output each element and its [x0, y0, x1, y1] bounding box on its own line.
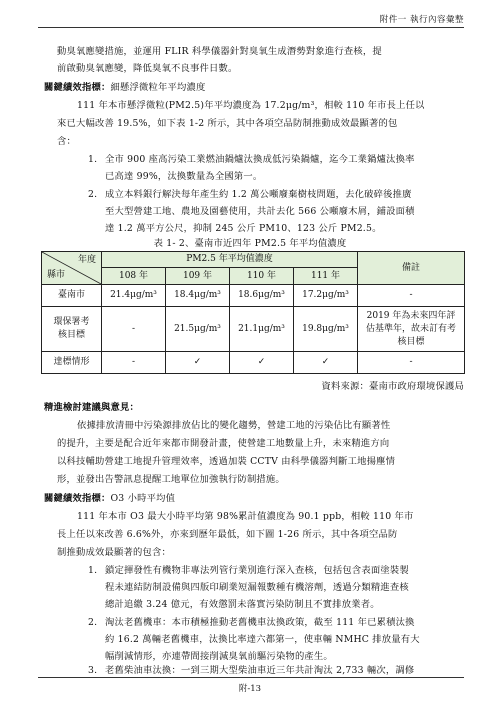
remark-line: 估基準年，故未訂有考: [366, 323, 457, 334]
table-caption: 表 1- 2、臺南市近四年 PM2.5 年平均值濃度: [153, 238, 347, 249]
row-label-line: 核目標: [57, 330, 85, 340]
kpi2-paragraph-1: 111 年本市 O3 最大小時平均第 98%累計值濃度為 90.1 ppb，相較 110 年市: [77, 511, 414, 522]
kpi2-title: O3 小時平均值: [110, 493, 176, 504]
row-label: 臺南市: [42, 285, 102, 307]
kpi1-item-line: 成立本料銀行解決每年產生約 1.2 萬公噸廢棄樹枝問題，去化破碎後推廣: [105, 189, 412, 200]
kpi2-label: 關鍵績效指標：: [44, 493, 111, 504]
kpi2-item-line: 總計追繳 3.24 億元，有效懲罰未落實污染防制且不實排放業者。: [105, 599, 380, 610]
kpi1-paragraph-1: 111 年本市懸浮微粒(PM2.5)年平均濃度為 17.2μg/m³，相較 110 年市長上任以: [77, 100, 425, 111]
corner-year-label: 年度: [77, 255, 96, 265]
kpi2-item-number: 2.: [88, 617, 98, 628]
kpi2-item-line: 淘汰老舊機車：本市積極推動老舊機車汰換政策，截至 111 年已累積汰換: [105, 617, 415, 628]
remark-header: 備註: [358, 252, 465, 285]
year-header: 111 年: [294, 268, 358, 285]
review-line: 以科技輔助營建工地提升管理效率，透過加裝 CCTV 由科學儀器判斷工地揚塵情: [57, 456, 396, 467]
kpi2-item-line: 鎖定揮發性有機物非專法列管行業別進行深入查核，包括包含表面塗裝製: [105, 565, 409, 576]
kpi2-item-line: 程未連結防制設備與四版印刷業短漏報數種有機溶劑，透過分類精進查核: [105, 582, 409, 593]
check-icon: ✓: [166, 352, 230, 374]
remark-line: 2019 年為未來四年評: [366, 310, 456, 321]
page-number: 附-13: [238, 684, 262, 694]
kpi2-item-line: 老舊柴油車汰換：一到三期大型柴油車近三年共計淘汰 2,733 輛次，調修: [105, 665, 415, 676]
remark-cell: [358, 307, 465, 352]
remark-cell: -: [358, 352, 465, 374]
check-icon: ✓: [230, 352, 294, 374]
kpi2-paragraph-2: 長上任以來改善 6.6%外，亦來到歷年最低，如下圖 1-26 所示，其中各項空品防: [57, 529, 398, 540]
table-source: 資料來源：臺南市政府環境保護局: [321, 381, 464, 392]
kpi1-item-line: 全市 900 座高污染工業燃油鍋爐汰換成低污染鍋爐，迄今工業鍋爐汰換率: [105, 154, 415, 165]
kpi1-title: 細懸浮微粒年平均濃度: [110, 82, 206, 93]
intro-line-1: 動臭氧應變措施，並運用 FLIR 科學儀器針對臭氧生成潛勢對象進行查核，提: [57, 46, 382, 57]
row-label-line: 環保署考: [53, 317, 90, 327]
table-cell: 21.4μg/m³: [102, 285, 166, 307]
check-icon: ✓: [294, 352, 358, 374]
year-header: 109 年: [166, 268, 230, 285]
kpi1-item-line: 達 1.2 萬平方公尺，抑制 245 公斤 PM10、123 公斤 PM2.5。: [105, 223, 382, 234]
intro-line-2: 前啟動臭氧應變，降低臭氧不良事件日數。: [57, 63, 238, 74]
kpi2-item-line: 幅削減情形，亦連帶間接削減臭氧前驅污染物的產生。: [105, 651, 333, 662]
kpi1-heading: [44, 79, 205, 96]
table-corner-cell: [42, 252, 102, 285]
kpi2-paragraph-3: 制推動成效最顯著的包含：: [57, 547, 171, 558]
review-line: 依據排放清冊中污染源排放佔比的變化趨勢，營建工地的污染佔比有顯著性: [77, 420, 391, 431]
kpi1-item-number: 1.: [88, 154, 98, 165]
remark-line: 核目標: [397, 336, 425, 347]
kpi2-item-line: 約 16.2 萬輛老舊機車，汰換比率達六都第一，使車輛 NMHC 排放量有大: [105, 634, 420, 645]
kpi2-item-number: 3.: [88, 665, 98, 676]
remark-cell: -: [358, 285, 465, 307]
pm25-table: [41, 251, 465, 374]
table-cell: 21.5μg/m³: [166, 307, 230, 352]
footer-divider: [38, 677, 464, 678]
kpi1-item-number: 2.: [88, 189, 98, 200]
kpi1-label: 關鍵績效指標：: [44, 82, 111, 93]
header-divider: [38, 27, 464, 28]
table-cell: -: [102, 352, 166, 374]
corner-county-label: 縣市: [47, 270, 66, 280]
table-cell: 18.6μg/m³: [230, 285, 294, 307]
kpi1-item-line: 已高達 99%，汰換數量為全國第一。: [105, 171, 263, 182]
table-cell: -: [102, 307, 166, 352]
kpi2-heading: [44, 490, 175, 507]
table-cell: 18.4μg/m³: [166, 285, 230, 307]
table-row: [42, 352, 465, 374]
group-header: PM2.5 年平均值濃度: [102, 252, 358, 268]
table-row: [42, 307, 465, 352]
review-line: 的提升，主要是配合近年來都市開發計畫，使營建工地數量上升，未來精進方向: [57, 438, 390, 449]
kpi2-item-number: 1.: [88, 565, 98, 576]
review-title: 精進檢討建議與意見：: [44, 402, 139, 413]
running-header: 附件一 執行內容彙整: [379, 15, 464, 25]
table-cell: 19.8μg/m³: [294, 307, 358, 352]
table-row: [42, 285, 465, 307]
year-header: 110 年: [230, 268, 294, 285]
table-cell: 17.2μg/m³: [294, 285, 358, 307]
kpi1-paragraph-2: 來已大幅改善 19.5%，如下表 1-2 所示，其中各項空品防制推動成效最顯著的包: [57, 118, 398, 129]
kpi1-paragraph-3: 含：: [57, 136, 76, 147]
kpi1-item-line: 至大型營建工地、農地及園藝使用，共計去化 566 公噸廢木屑，鋪設面積: [105, 206, 415, 217]
row-label: 達標情形: [42, 352, 102, 374]
table-cell: 21.1μg/m³: [230, 307, 294, 352]
row-label: [42, 307, 102, 352]
review-line: 形，並發出告警訊息提醒工地單位加強執行防制措施。: [57, 474, 285, 485]
year-header: 108 年: [102, 268, 166, 285]
